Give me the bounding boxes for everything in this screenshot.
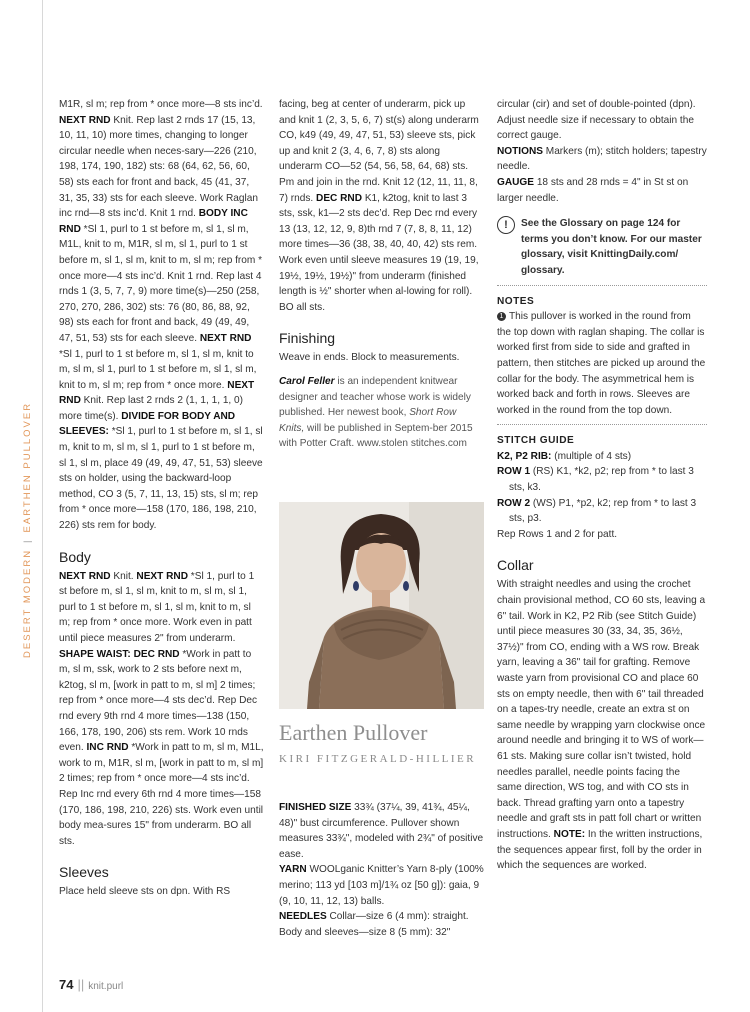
column-3 (497, 97, 707, 874)
needles-cont: circular (cir) and set of double-pointed (dpn). Adjust needle size if necessary to obtain the correct gauge. (497, 99, 696, 142)
collar-instructions: With straight needles and using the crochet chain provisional method, CO 60 sts, leaving a 6" tail. Work in K2, P2 Rib (see Stitch Guide) until piece measures 30 (33, 34, 35, 36½, 37½)" from CO, ending with a WS row. Break yarn, leaving a 36" tail for grafting. Remove waste yarn from provisional CO and place 60 sts on empty needle, then with 6" tail threaded on a tapes-try needle, create an extra st on same needle by wrapping yarn clockwise once around needle and bringing it to WS of work—61 sts. Making sure collar isn’t twisted, hold needles parallel, needle points facing the same direction, WS tog, and with CO sts in back. Thread grafting yarn onto a tapestry needle and graft sts in patt foll chart or written instructions. NOTE: In the written instructions, the sequences appear first, foll by the order in which the sequences are worked. (497, 579, 706, 872)
sleeves-instructions-cont: facing, beg at center of underarm, pick up and knit 1 (2, 3, 5, 6, 7) st(s) along underarm CO, k49 (49, 49, 47, 51, 53) sleeve sts, pick up and knit 2 (3, 4, 6, 7, 8) sts along underarm CO—52 (54, 56, 58, 64, 68) sts. Pm and join in the rnd. Knit 12 (12, 11, 11, 8, 7) rnds. DEC RND K1, k2tog, knit to last 3 sts, ssk, k1—2 sts dec’d. Rep Dec rnd every 13 (13, 12, 12, 9, 8)th rnd 7 (7, 8, 8, 11, 12) more times—36 (38, 38, 40, 40, 42) sts rem. Work even until sleeve measures 19 (19, 19, 19½, 19½, 19½)" from underarm (finished length is ½" shorter when al-lowing for roll). BO all sts. (279, 99, 479, 313)
glossary-text: See the Glossary on page 124 for terms you don’t know. For our master glossary, visit KnittingDaily.com/ glossary. (521, 218, 702, 276)
column-2-materials (279, 800, 484, 940)
sleeves-instructions: Place held sleeve sts on dpn. With RS (59, 886, 231, 898)
model-photo (279, 502, 484, 709)
sleeves-heading: Sleeves (59, 864, 109, 881)
yarn: YARN WOOLganic Knitter’s Yarn 8-ply (100% merino; 113 yd [103 m]/1¾ oz [50 g]): gaia, 9 (9, 10, 11, 12, 13) balls. (279, 864, 484, 907)
footer-separator: || (77, 977, 85, 992)
stitch-guide-heading: STITCH GUIDE (497, 435, 575, 447)
pattern-author: KIRI FITZGERALD-HILLIER (279, 753, 477, 765)
exclamation-icon: ! (497, 216, 515, 234)
collar-heading: Collar (497, 557, 534, 574)
sidebar-rule (42, 0, 43, 1012)
column-1 (59, 97, 264, 900)
needles: NEEDLES Collar—size 6 (4 mm): straight. Body and sleeves—size 8 (5 mm): 32" (279, 911, 469, 938)
notes-heading: NOTES (497, 295, 535, 307)
sidebar-running-head (22, 402, 33, 658)
model-photo-illustration (279, 502, 484, 709)
notes-text: 1 This pullover is worked in the round from the top down with raglan shaping. The collar is worked first from side to side and grafted in pattern, then stitches are picked up around the collar for the body. The asymmetrical hem is worked back and forth in rows. Sleeves are worked in the round from the top down. (497, 311, 706, 416)
pattern-title: Earthen Pullover (279, 720, 428, 745)
dotted-divider (497, 285, 707, 286)
yoke-instructions: M1R, sl m; rep from * once more—8 sts inc’d. NEXT RND Knit. Rep last 2 rnds 17 (15, 13, 10, 11, 10) more times, changing to longer circular needle when neces-sary—226 (210, 198, 174, 190, 182) sts: 68 (64, 62, 56, 60, 58) sts each for front and back, 45 (41, 37, 31, 35, 33) sts for each sleeve. Work Raglan inc rnd—8 sts inc’d. Knit 1 rnd. BODY INC RND *Sl 1, purl to 1 st before m, sl 1, sl m, M1L, knit to m, M1R, sl m, sl 1, purl to 1 st before m, sl 1, sl m, knit to m, sl m; rep from * once more—4 sts inc’d. Knit 1 rnd. Rep last 4 rnds 1 (3, 5, 7, 7, 9) more time(s)—250 (258, 270, 270, 286, 302) sts: 76 (80, 86, 88, 92, 98) sts each for front and back, 49 (49, 49, 47, 51, 53) sts for each sleeve. NEXT RND *Sl 1, purl to 1 st before m, sl 1, sl m, knit to m, sl m, sl 1, purl to 1 st before m, sl 1, sl m, knit to m, sl m; rep from * once more. NEXT RND Knit. Rep last 2 rnds 2 (1, 1, 1, 1, 0) more time(s). DIVIDE FOR BODY AND SLEEVES: *Sl 1, purl to 1 st before m, sl 1, sl m, knit to m, sl m, sl 1, purl to 1 st before m, sl 1, sl m, place 49 (49, 49, 47, 51, 53) sleeve sts on holder, using the backward-loop method, CO 3 (5, 7, 11, 13, 15) sts, sl m; rep from * once more—158 (170, 186, 198, 210, 226) sts rem for body. (59, 99, 263, 532)
gauge: GAUGE 18 sts and 28 rnds = 4" in St st on larger needle. (497, 176, 689, 204)
bullet-number-icon: 1 (497, 312, 506, 321)
column-2 (279, 97, 484, 452)
finishing-heading: Finishing (279, 330, 336, 347)
body-heading: Body (59, 548, 91, 565)
row-2: ROW 2 (WS) P1, *p2, k2; rep from * to last 3 sts, p3. (497, 497, 697, 525)
notions: NOTIONS Markers (m); stitch holders; tapestry needle. (497, 145, 707, 173)
finished-size: FINISHED SIZE 33¾ (37¼, 39, 41¾, 45¼, 48)" bust circumference. Pullover shown measures 33¾", modeled with 2¾" of positive ease. (279, 802, 484, 860)
row-1: ROW 1 (RS) K1, *k2, p2; rep from * to last 3 sts, k3. (497, 466, 694, 494)
page-footer (59, 977, 123, 992)
repeat-rows: Rep Rows 1 and 2 for patt. (497, 528, 618, 540)
designer-bio: Carol Feller is an independent knitwear designer and teacher whose work is widely published. Her newest book, Short Row Knits, will be published in Septem-ber 2015 with Potter Craft. www.stolen stitches.com (279, 375, 473, 450)
magazine-name: knit.purl (88, 981, 124, 992)
running-head-separator: | (22, 538, 33, 543)
body-instructions: NEXT RND Knit. NEXT RND *Sl 1, purl to 1 st before m, sl 1, sl m, knit to m, sl m, sl 1, purl to 1 st before m, sl 1, sl m, knit to m, sl m; rep from * once more. Work even in patt until piece measures 2" from underarm. SHAPE WAIST: DEC RND *Work in patt to m, sl m, ssk, work to 2 sts before next m, k2tog, sl m, [work in patt to m, sl m] 2 times; rep from * once more—4 sts dec’d. Rep Dec rnd every 9th rnd 4 more times—138 (150, 166, 178, 190, 206) sts rem. Work 10 rnds even. INC RND *Work in patt to m, sl m, M1L, work to m, M1R, sl m, [work in patt to m, sl m] 2 times; rep from * once more—4 sts inc’d. Rep Inc rnd every 6th rnd 4 more times—158 (170, 186, 198, 210, 226) sts. Work even until body mea-sures 15" from underarm. BO all sts. (59, 570, 264, 847)
finishing-text: Weave in ends. Block to measurements. (279, 352, 460, 364)
glossary-note (497, 216, 707, 278)
pattern-name: EARTHEN PULLOVER (22, 401, 33, 533)
page-number: 74 (59, 977, 74, 992)
section-name: DESERT MODERN (22, 548, 33, 658)
rib-definition: K2, P2 RIB: (multiple of 4 sts) (497, 450, 632, 462)
dotted-divider (497, 424, 707, 425)
